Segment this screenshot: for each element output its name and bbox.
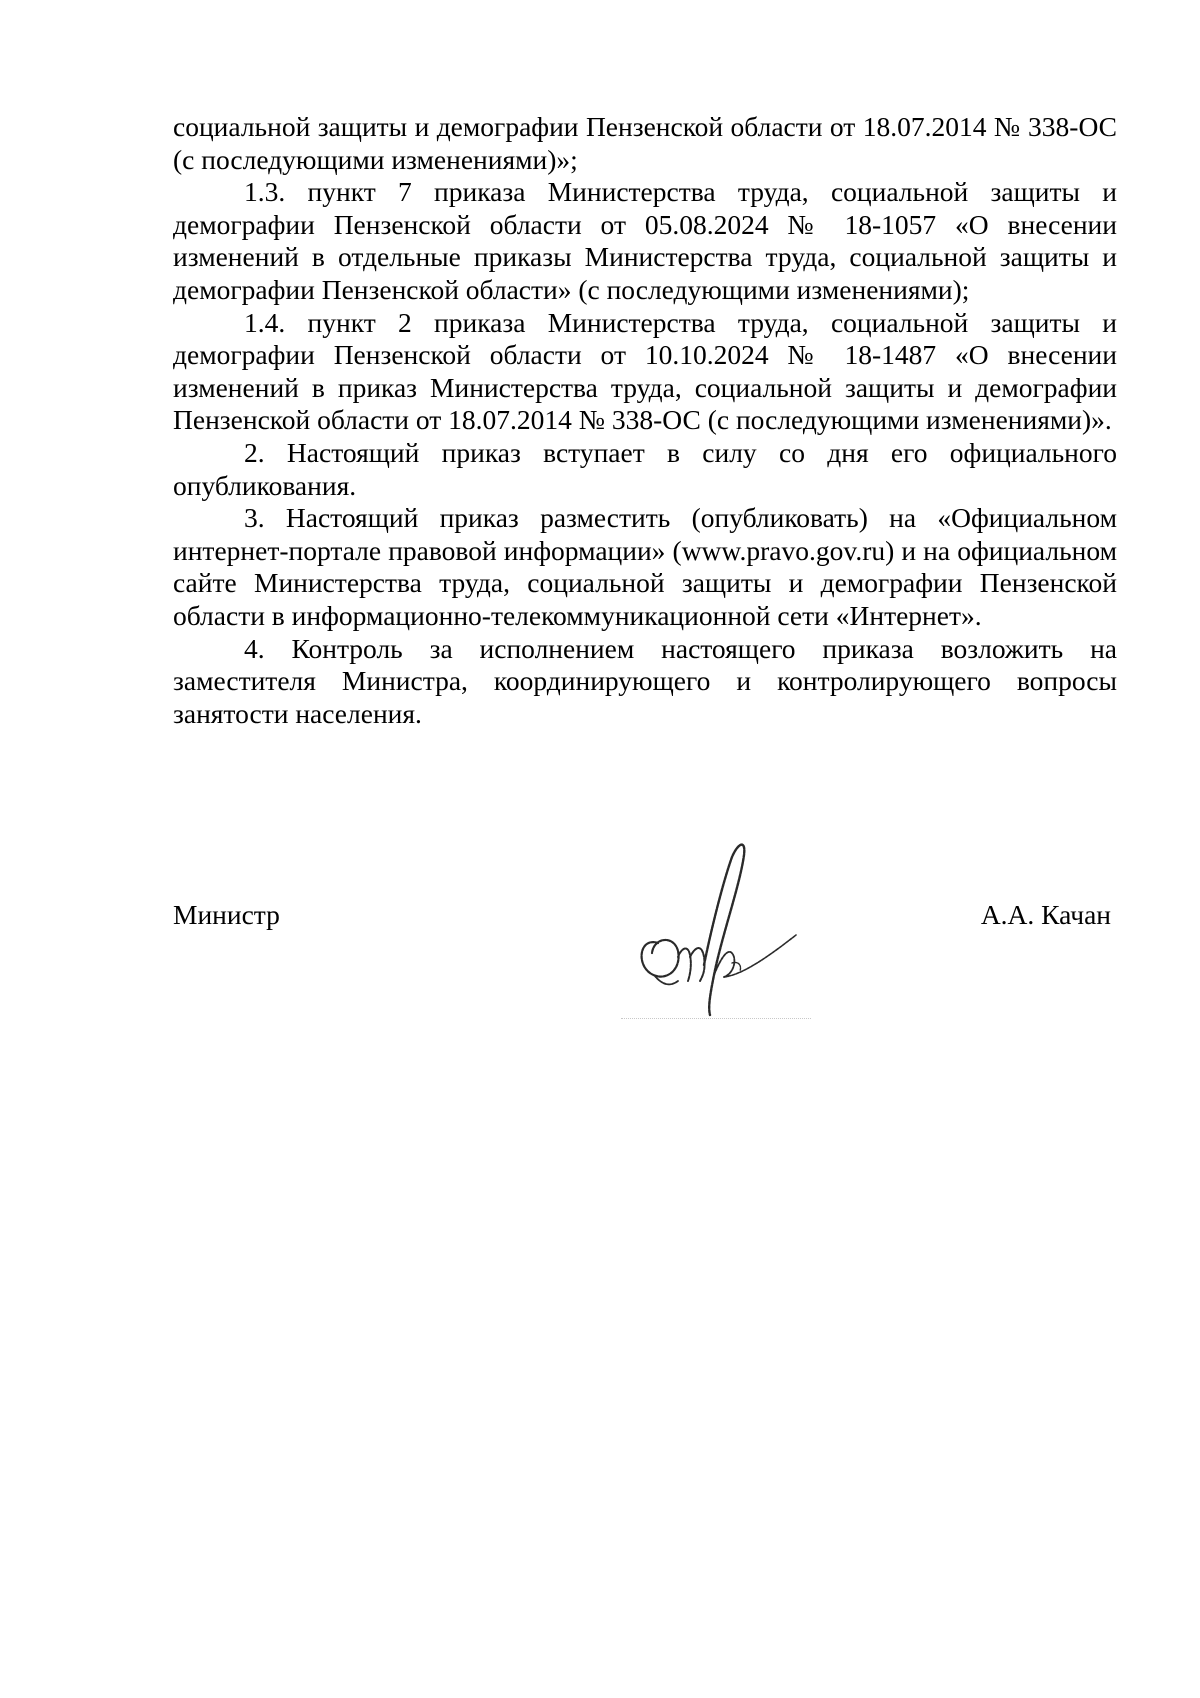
signature-block bbox=[173, 885, 1117, 1035]
paragraph-item-3: 3. Настоящий приказ разместить (опубликовать) на «Официальном интернет-портале правовой информации» (www.pravo.gov.ru) и на официальном сайте Министерства труда, социальной защиты и демографии Пензенской области в информационно-телекоммуникационной сети «Интернет». bbox=[173, 502, 1117, 631]
paragraph-item-4: 4. Контроль за исполнением настоящего приказа возложить на заместителя Министра, координирующего и контролирующего вопросы занятости населения. bbox=[173, 632, 1117, 729]
signatory-position: Министр bbox=[173, 899, 280, 930]
paragraph-item-1-3: 1.3. пункт 7 приказа Министерства труда, социальной защиты и демографии Пензенской области от 05.08.2024 № 18-1057 «О внесении изменений в отдельные приказы Министерства труда, социальной защиты и демографии Пензенской области» (с последующими изменениями); bbox=[173, 176, 1117, 305]
paragraph-item-1-4: 1.4. пункт 2 приказа Министерства труда, социальной защиты и демографии Пензенской области от 10.10.2024 № 18-1487 «О внесении изменений в приказ Министерства труда, социальной защиты и демографии Пензенской области от 18.07.2014 № 338-ОС (с последующими изменениями)». bbox=[173, 306, 1117, 436]
signature-line bbox=[621, 1018, 811, 1019]
paragraph-item-2: 2. Настоящий приказ вступает в силу со дня его официального опубликования. bbox=[173, 436, 1117, 501]
signatory-name: А.А. Качан bbox=[980, 899, 1111, 930]
handwritten-signature bbox=[618, 825, 818, 1025]
document-body bbox=[173, 111, 1117, 730]
paragraph-continuation: социальной защиты и демографии Пензенской области от 18.07.2014 № 338-ОС (с последующими изменениями)»; bbox=[173, 111, 1117, 175]
